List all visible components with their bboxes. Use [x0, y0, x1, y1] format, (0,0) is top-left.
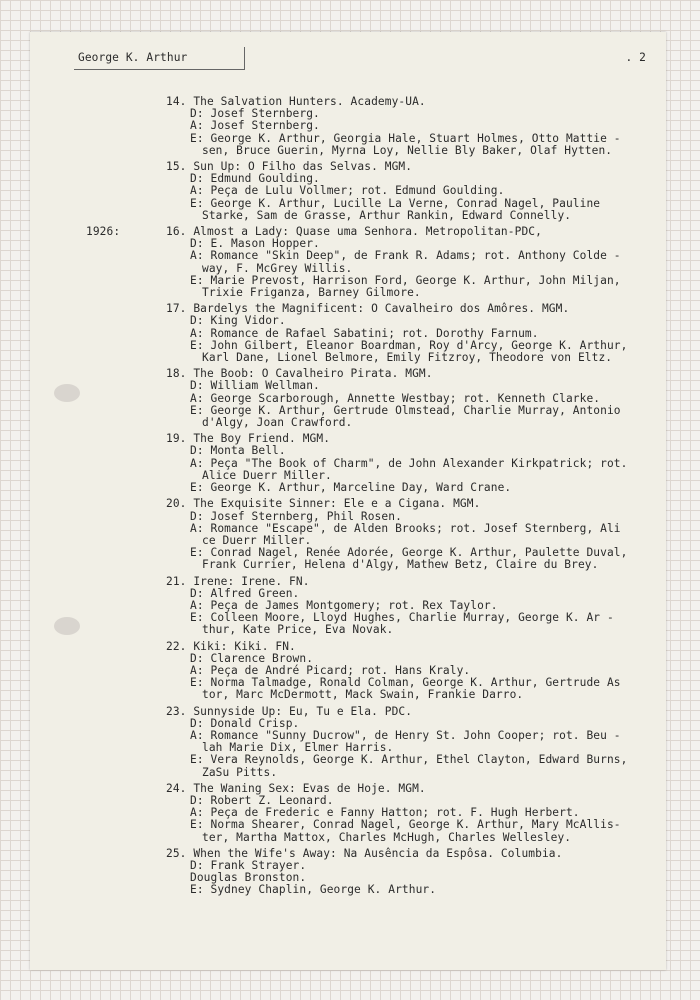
credit-line: Douglas Bronston.	[190, 871, 307, 885]
credit-line: D: E. Mason Hopper.	[190, 237, 320, 251]
credit-line: D: Josef Sternberg, Phil Rosen.	[190, 509, 402, 523]
credit-continuation: way, F. McGrey Willis.	[202, 261, 353, 275]
film-title: 20. The Exquisite Sinner: Ele e a Cigana. MGM.	[166, 497, 481, 511]
credit-line: E: John Gilbert, Eleanor Boardman, Roy d'Arcy, George K. Arthur,	[190, 338, 628, 352]
credit-line: E: Marie Prevost, Harrison Ford, George K. Arthur, John Miljan,	[190, 273, 621, 287]
film-entry	[86, 706, 656, 779]
film-entry	[86, 303, 656, 364]
credit-line: D: Josef Sternberg.	[190, 107, 320, 121]
film-entry	[86, 161, 656, 222]
film-title: 23. Sunnyside Up: Eu, Tu e Ela. PDC.	[166, 704, 413, 718]
header-box	[74, 47, 245, 70]
credit-continuation: ce Duerr Miller.	[202, 533, 312, 547]
filmography-list	[86, 96, 656, 901]
credit-line: D: William Wellman.	[190, 379, 320, 393]
credit-continuation: Alice Duerr Miller.	[202, 468, 332, 482]
film-title: 16. Almost a Lady: Quase uma Senhora. Metropolitan-PDC,	[166, 225, 542, 239]
credit-line: A: Romance de Rafael Sabatini; rot. Dorothy Farnum.	[190, 326, 539, 340]
credit-continuation: thur, Kate Price, Eva Novak.	[202, 623, 394, 637]
film-entry	[86, 498, 656, 571]
credit-line: A: Peça de Frederic e Fanny Hatton; rot. F. Hugh Herbert.	[190, 806, 580, 820]
credit-continuation: Trixie Friganza, Barney Gilmore.	[202, 286, 421, 300]
film-title: 18. The Boob: O Cavalheiro Pirata. MGM.	[166, 367, 433, 381]
credit-line: A: Romance "Sunny Ducrow", de Henry St. John Cooper; rot. Beu -	[190, 728, 621, 742]
credit-line: E: George K. Arthur, Marceline Day, Ward Crane.	[190, 481, 512, 495]
film-title: 17. Bardelys the Magnificent: O Cavalheiro dos Amôres. MGM.	[166, 302, 570, 316]
year-label: 1926:	[86, 225, 121, 239]
film-entry	[86, 226, 656, 299]
film-title: 25. When the Wife's Away: Na Ausência da Espôsa. Columbia.	[166, 846, 563, 860]
credit-line: E: Norma Talmadge, Ronald Colman, George K. Arthur, Gertrude As	[190, 676, 621, 690]
credit-line: E: Norma Shearer, Conrad Nagel, George K. Arthur, Mary McAllis-	[190, 818, 621, 832]
film-title: 21. Irene: Irene. FN.	[166, 574, 310, 588]
punch-hole	[54, 617, 80, 635]
credit-line: E: Colleen Moore, Lloyd Hughes, Charlie Murray, George K. Ar -	[190, 611, 614, 625]
credit-line: D: Frank Strayer.	[190, 858, 307, 872]
punch-hole	[54, 384, 80, 402]
credit-line: D: Edmund Goulding.	[190, 172, 320, 186]
page-number: . 2	[625, 51, 646, 64]
film-entry	[86, 433, 656, 494]
credit-line: A: Romance "Skin Deep", de Frank R. Adams; rot. Anthony Colde -	[190, 249, 621, 263]
credit-line: D: King Vidor.	[190, 314, 286, 328]
credit-continuation: d'Algy, Joan Crawford.	[202, 416, 353, 430]
credit-line: E: Vera Reynolds, George K. Arthur, Ethel Clayton, Edward Burns,	[190, 753, 628, 767]
credit-line: D: Alfred Green.	[190, 586, 300, 600]
film-entry	[86, 576, 656, 637]
credit-line: D: Clarence Brown.	[190, 651, 314, 665]
film-title: 15. Sun Up: O Filho das Selvas. MGM.	[166, 160, 413, 174]
credit-line: E: Sydney Chaplin, George K. Arthur.	[190, 883, 437, 897]
credit-line: E: George K. Arthur, Gertrude Olmstead, Charlie Murray, Antonio	[190, 403, 621, 417]
credit-line: E: George K. Arthur, Lucille La Verne, Conrad Nagel, Pauline	[190, 196, 601, 210]
credit-line: A: Josef Sternberg.	[190, 119, 320, 133]
credit-continuation: tor, Marc McDermott, Mack Swain, Frankie Darro.	[202, 688, 524, 702]
film-entry	[86, 368, 656, 429]
credit-line: A: George Scarborough, Annette Westbay; rot. Kenneth Clarke.	[190, 391, 601, 405]
credit-continuation: sen, Bruce Guerin, Myrna Loy, Nellie Bly Baker, Olaf Hytten.	[202, 143, 613, 157]
credit-line: D: Monta Bell.	[190, 444, 286, 458]
credit-line: A: Peça de James Montgomery; rot. Rex Taylor.	[190, 598, 498, 612]
header-title: George K. Arthur	[78, 51, 188, 64]
credit-continuation: ter, Martha Mattox, Charles McHugh, Charles Wellesley.	[202, 830, 572, 844]
credit-continuation: Frank Currier, Helena d'Algy, Mathew Betz, Claire du Brey.	[202, 558, 599, 572]
film-title: 24. The Waning Sex: Evas de Hoje. MGM.	[166, 781, 426, 795]
document-page	[30, 32, 666, 970]
credit-line: A: Peça de André Picard; rot. Hans Kraly.	[190, 663, 471, 677]
credit-continuation: lah Marie Dix, Elmer Harris.	[202, 741, 394, 755]
credit-line: E: George K. Arthur, Georgia Hale, Stuart Holmes, Otto Mattie -	[190, 131, 621, 145]
credit-line: E: Conrad Nagel, Renée Adorée, George K. Arthur, Paulette Duval,	[190, 546, 628, 560]
credit-line: D: Donald Crisp.	[190, 716, 300, 730]
credit-continuation: Karl Dane, Lionel Belmore, Emily Fitzroy, Theodore von Eltz.	[202, 351, 613, 365]
credit-continuation: ZaSu Pitts.	[202, 765, 278, 779]
film-entry	[86, 96, 656, 157]
film-title: 14. The Salvation Hunters. Academy-UA.	[166, 95, 426, 108]
film-entry	[86, 848, 656, 897]
film-title: 19. The Boy Friend. MGM.	[166, 432, 331, 446]
film-entry	[86, 783, 656, 844]
credit-line: A: Peça "The Book of Charm", de John Alexander Kirkpatrick; rot.	[190, 456, 628, 470]
credit-line: A: Romance "Escape", de Alden Brooks; rot. Josef Sternberg, Ali	[190, 521, 621, 535]
film-title: 22. Kiki: Kiki. FN.	[166, 639, 296, 653]
film-entry	[86, 641, 656, 702]
credit-line: D: Robert Z. Leonard.	[190, 793, 334, 807]
credit-line: A: Peça de Lulu Vollmer; rot. Edmund Goulding.	[190, 184, 505, 198]
credit-continuation: Starke, Sam de Grasse, Arthur Rankin, Edward Connelly.	[202, 208, 572, 222]
